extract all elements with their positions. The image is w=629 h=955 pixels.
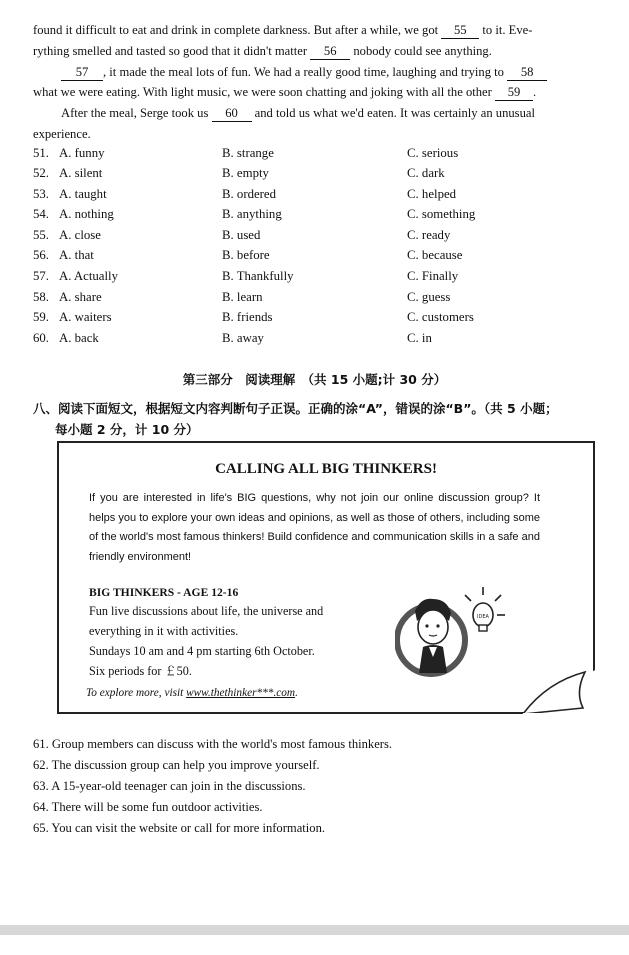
option-a: A. funny	[59, 146, 105, 160]
ad-visit-period: .	[295, 687, 298, 699]
option-row	[33, 290, 613, 310]
option-a: A. that	[59, 248, 94, 262]
page-curl-icon	[523, 670, 595, 714]
passage-text: what we were eating. With light music, we were soon chatting and joking with all the other	[33, 85, 492, 99]
question-number: 54.	[33, 207, 49, 221]
option-c: C. dark	[407, 166, 445, 180]
option-row	[33, 166, 613, 186]
section-instruction-cont: 每小题 2 分，计 10 分）	[55, 422, 199, 437]
passage-line-3	[33, 62, 595, 83]
option-b: B. ordered	[222, 187, 277, 201]
option-c: C. customers	[407, 310, 474, 324]
question-61: 61. Group members can discuss with the world's most famous thinkers.	[33, 737, 393, 751]
question-65: 65. You can visit the website or call for more information.	[33, 821, 326, 835]
ad-intro: If you are interested in life's BIG questions, why not join our online discussion group? It helps you to explore your own ideas and opinions, as well as those of others, including some of the world's most famous thinkers! Build confidence and communication skills in a safe and friendly environment!	[89, 492, 540, 563]
passage-text: After the meal, Serge took us	[61, 106, 209, 120]
question-number: 60.	[33, 331, 49, 345]
option-b: B. strange	[222, 146, 274, 160]
question-number: 52.	[33, 166, 49, 180]
passage-line-2	[33, 41, 595, 62]
footer-bar	[0, 925, 629, 935]
section-instruction: 八、阅读下面短文，根据短文内容判断句子正误。正确的涂“A”，错误的涂“B”。（共 5 小题；	[33, 401, 558, 416]
option-a: A. Actually	[59, 269, 118, 283]
ad-detail-line: Sundays 10 am and 4 pm starting 6th October.	[89, 644, 315, 658]
ad-box	[57, 441, 595, 714]
bulb-label: IDEA	[477, 614, 489, 620]
option-row	[33, 228, 613, 248]
passage-text: , it made the meal lots of fun. We had a really good time, laughing and trying to	[103, 65, 504, 79]
ad-subtitle: BIG THINKERS - AGE 12-16	[89, 586, 239, 599]
ad-detail-line: everything in it with activities.	[89, 624, 239, 638]
option-b: B. friends	[222, 310, 273, 324]
question-number: 55.	[33, 228, 49, 242]
option-c: C. because	[407, 248, 463, 262]
ad-title: CALLING ALL BIG THINKERS!	[215, 461, 437, 477]
option-a: A. back	[59, 331, 99, 345]
ad-detail-line: Six periods for ￡50.	[89, 664, 192, 678]
option-a: A. nothing	[59, 207, 114, 221]
option-b: B. empty	[222, 166, 269, 180]
question-63: 63. A 15-year-old teenager can join in the discussions.	[33, 779, 306, 793]
blank-60: 60	[212, 106, 252, 122]
option-b: B. anything	[222, 207, 282, 221]
option-c: C. guess	[407, 290, 451, 304]
passage-line-4	[33, 82, 595, 103]
passage-text: to it. Eve-	[482, 23, 533, 37]
question-number: 58.	[33, 290, 49, 304]
question-number: 57.	[33, 269, 49, 283]
passage-line-6: experience.	[33, 127, 91, 141]
option-row	[33, 146, 613, 166]
passage-text: and told us what we'd eaten. It was certainly an unusual	[254, 106, 535, 120]
ad-detail-line: Fun live discussions about life, the universe and	[89, 604, 324, 618]
question-number: 53.	[33, 187, 49, 201]
option-c: C. helped	[407, 187, 457, 201]
option-b: B. away	[222, 331, 264, 345]
option-b: B. used	[222, 228, 261, 242]
blank-56: 56	[310, 44, 350, 60]
question-62: 62. The discussion group can help you improve yourself.	[33, 758, 320, 772]
blank-58: 58	[507, 65, 547, 81]
passage-text: .	[532, 85, 537, 99]
blank-57: 57	[61, 65, 103, 81]
option-a: A. close	[59, 228, 101, 242]
option-row	[33, 269, 613, 289]
passage-text: nobody could see anything.	[353, 44, 492, 58]
question-number: 59.	[33, 310, 49, 324]
option-a: A. silent	[59, 166, 103, 180]
option-c: C. in	[407, 331, 432, 345]
option-b: B. Thankfully	[222, 269, 294, 283]
passage-line-1	[33, 20, 595, 41]
blank-55: 55	[441, 23, 479, 39]
thinker-illustration-icon	[395, 581, 515, 681]
question-number: 51.	[33, 146, 49, 160]
option-c: C. something	[407, 207, 476, 221]
option-c: C. ready	[407, 228, 451, 242]
question-number: 56.	[33, 248, 49, 262]
option-row	[33, 187, 613, 207]
option-c: C. Finally	[407, 269, 459, 283]
passage-line-5	[33, 103, 595, 124]
option-row	[33, 207, 613, 227]
ad-visit-text: To explore more, visit	[86, 687, 184, 699]
ad-visit-line	[86, 687, 298, 699]
question-64: 64. There will be some fun outdoor activities.	[33, 800, 263, 814]
option-b: B. before	[222, 248, 270, 262]
passage-text: found it difficult to eat and drink in complete darkness. But after a while, we got	[33, 23, 439, 37]
option-b: B. learn	[222, 290, 263, 304]
option-c: C. serious	[407, 146, 459, 160]
option-row	[33, 248, 613, 268]
blank-59: 59	[495, 85, 533, 101]
option-row	[33, 331, 613, 351]
section-title: 第三部分 阅读理解 （共 15 小题;计 30 分）	[182, 372, 447, 387]
option-a: A. waiters	[59, 310, 112, 324]
option-a: A. share	[59, 290, 102, 304]
option-row	[33, 310, 613, 330]
passage-text: rything smelled and tasted so good that it didn't matter	[33, 44, 308, 58]
ad-website-link[interactable]: www.thethinker***.com	[186, 687, 296, 699]
option-a: A. taught	[59, 187, 107, 201]
